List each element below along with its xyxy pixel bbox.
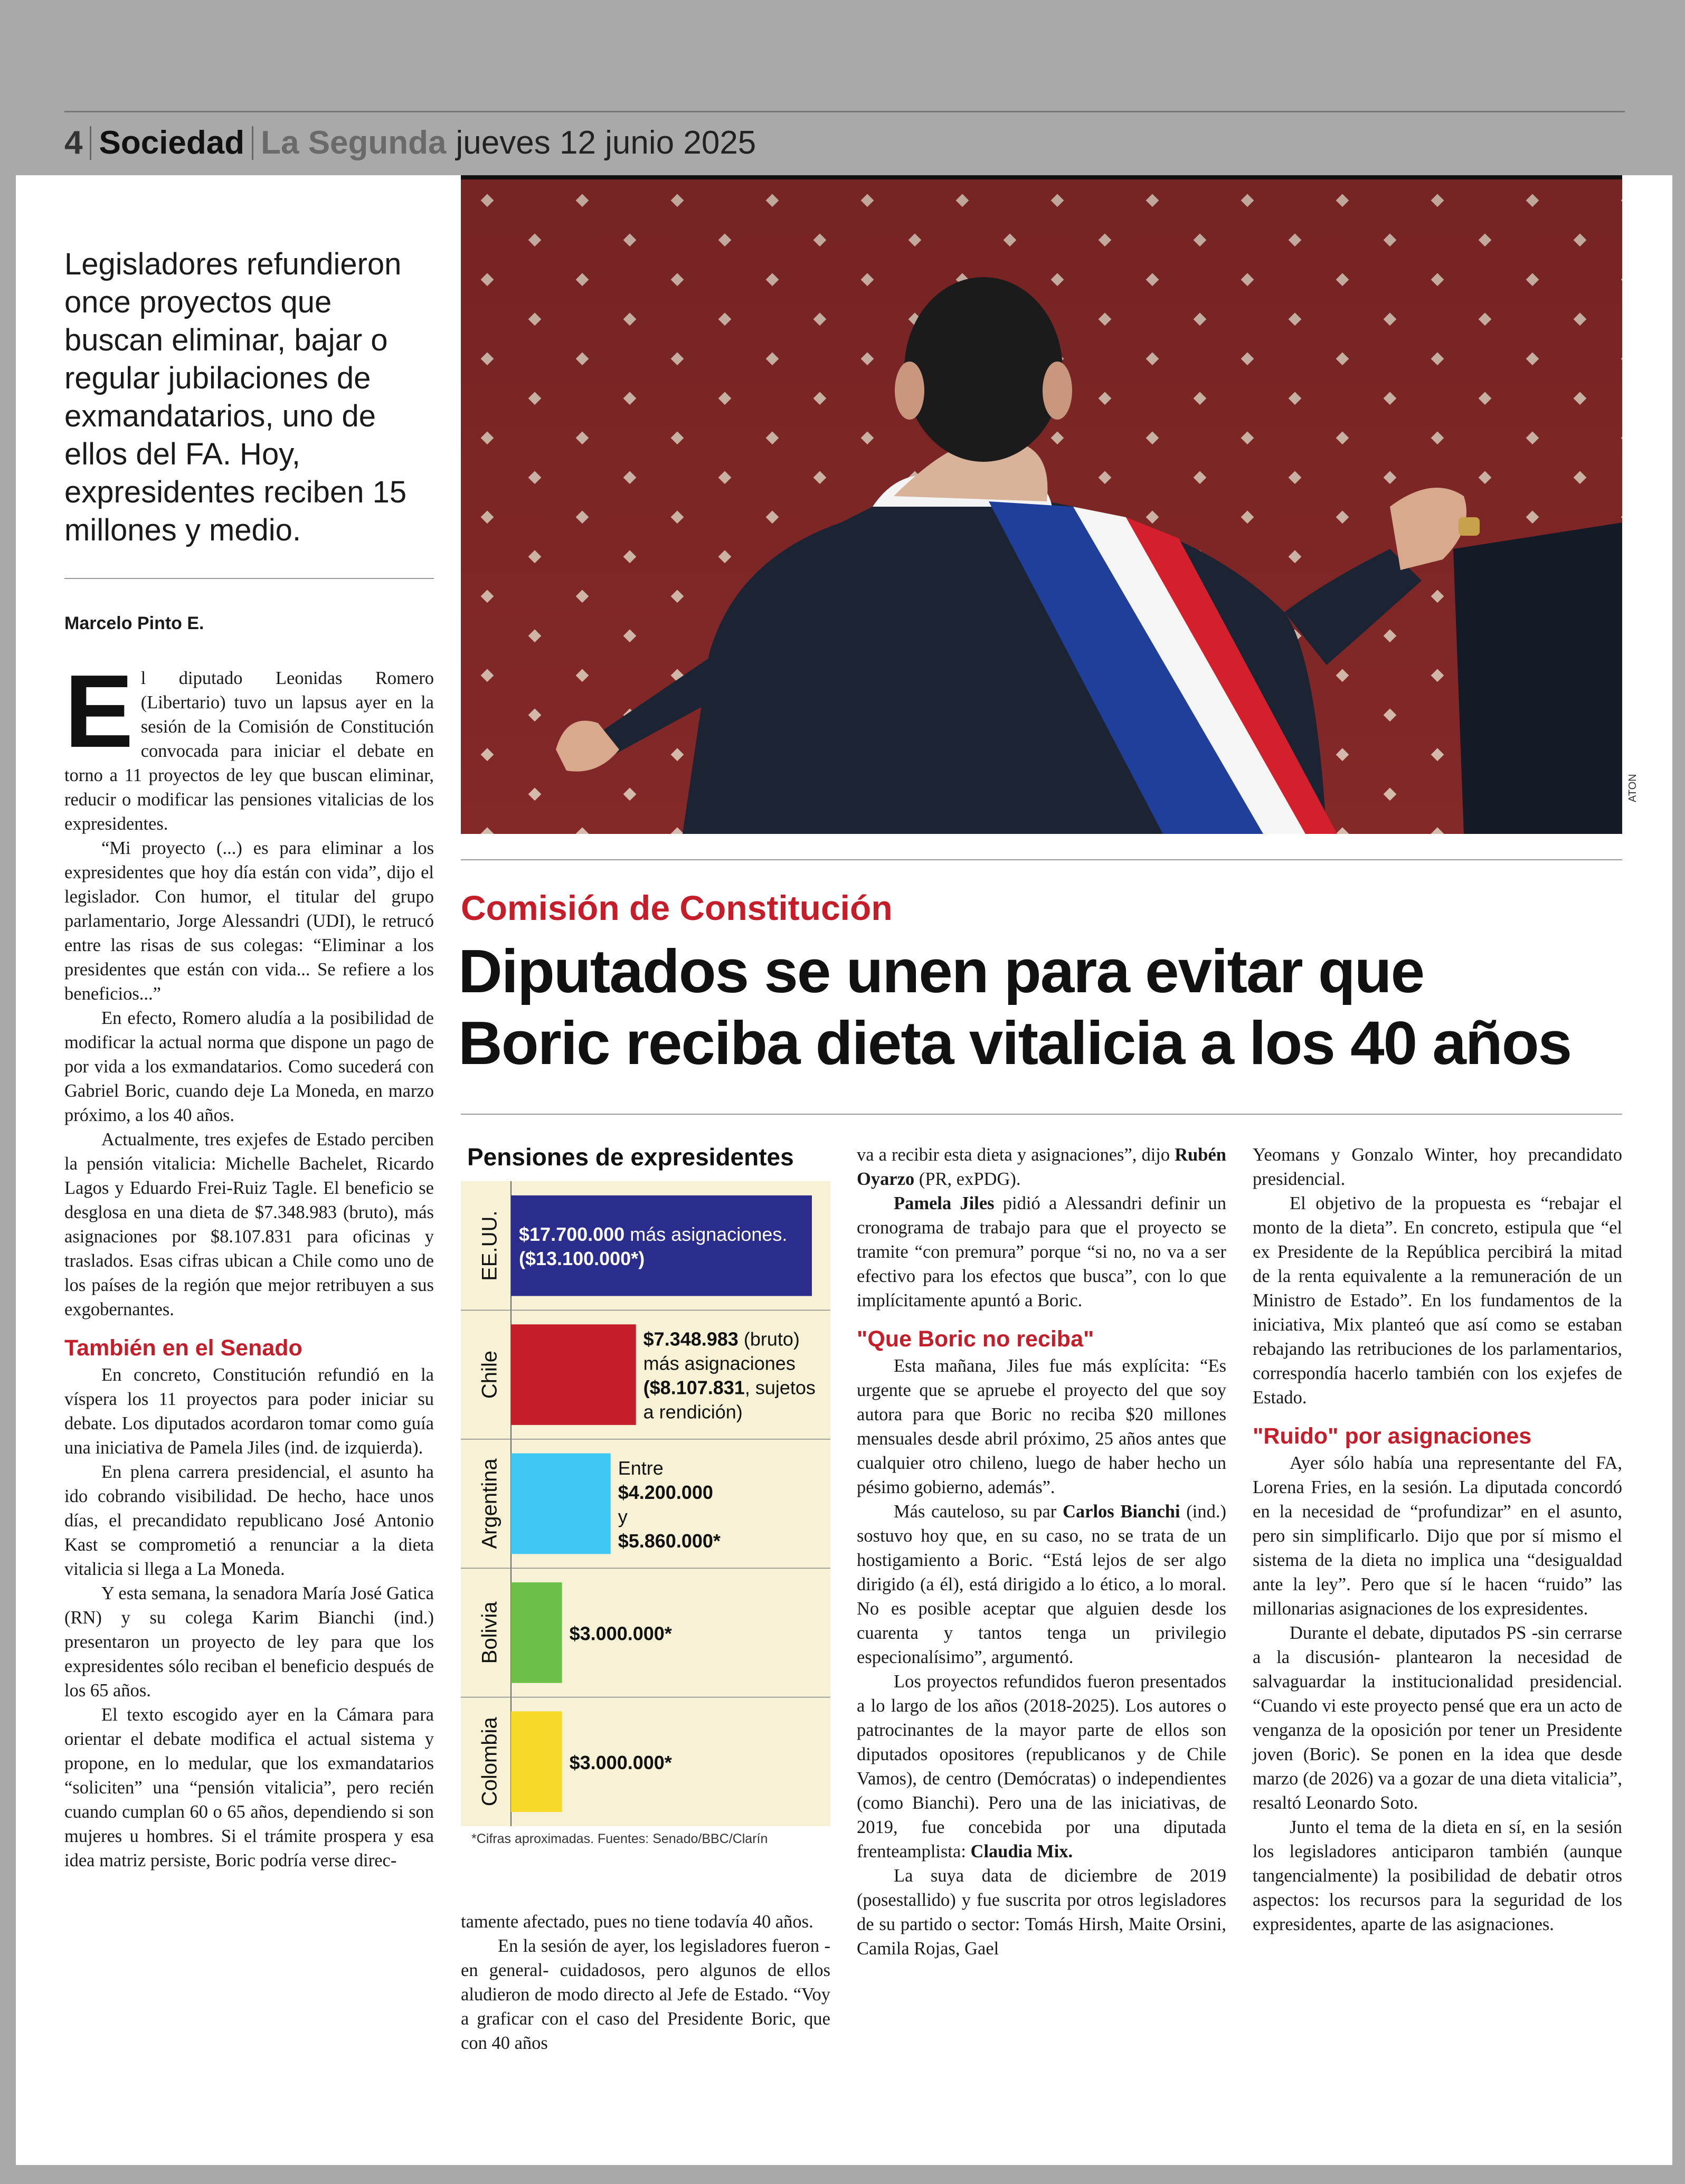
data-label-text: Entre xyxy=(618,1457,669,1479)
paragraph-text: pidió a Alessandri definir un cronograma de trabajo para que el proyecto se tramite “con premura” porque “si no, no va a ser efectivo para los efectos que busca”, con lo que implícitamente apuntó a Boric. xyxy=(857,1193,1227,1311)
article-paragraph xyxy=(857,1669,1226,1864)
data-label-line xyxy=(618,1457,669,1479)
lead-divider xyxy=(64,578,434,579)
data-label-line xyxy=(618,1506,633,1527)
photo-illustration xyxy=(461,179,1622,834)
paragraph-text: Los proyectos refundidos fueron presentados a lo largo de los años (2018-2025). Los autores o patrocinantes de la mayor parte de ellos son diputados opositores (republicanos y de Chile Vamos), de centro (Demócratas) o independientes (como Bianchi). Pero una de las iniciativas, de 2019, fue concebida por una diputada frenteamplista: xyxy=(857,1672,1226,1862)
data-label-value: $17.700.000 xyxy=(519,1223,625,1246)
data-label xyxy=(570,1622,672,1644)
photo-credit: ATON xyxy=(1627,774,1639,802)
article-paragraph: Junto el tema de la dieta en sí, en la sesión los legisladores anticiparon también (aunque tangencialmente) la posibilidad de debatir otros aspectos: los recursos para la seguridad de los expresidentes, aparte de las asignaciones. xyxy=(1253,1817,1622,1934)
data-label-value: $5.860.000* xyxy=(618,1530,721,1552)
headline xyxy=(458,935,1683,1079)
page-number: 4 xyxy=(64,126,91,160)
article-paragraph: Actualmente, tres exjefes de Estado perciben la pensión vitalicia: Michelle Bachelet, Ricardo Lagos y Eduardo Frei-Ruiz Tagle. El beneficio se desglosa en una dieta de $7.348.983 (bruto), más asignaciones por $8.107.831 para oficinas y traslados. Esas cifras ubican a Chile como uno de los países de la región que mejor retribuyen a sus exgobernantes. xyxy=(64,1129,434,1319)
bar-colombia xyxy=(511,1711,562,1812)
data-label-text: más asignaciones. xyxy=(624,1223,788,1246)
kicker: Comisión de Constitución xyxy=(461,888,893,927)
issue-date: jueves 12 junio 2025 xyxy=(456,125,756,161)
data-label-line xyxy=(643,1377,816,1399)
publication-name: La Segunda xyxy=(261,125,447,161)
article-paragraph: En efecto, Romero aludía a la posibilidad de modificar la actual norma que dispone un pago de por vida a los exmandatarios. Como sucederá con Gabriel Boric, cuando deje La Moneda, en marzo próximo, a los 40 años. xyxy=(64,1008,434,1125)
headline-top-rule xyxy=(461,859,1622,860)
data-label-value: $3.000.000* xyxy=(569,1622,672,1645)
article-paragraph: Y esta semana, la senadora María José Gatica (RN) y su colega Karim Bianchi (ind.) presentaron un proyecto de ley para que los expresidentes sólo reciban el beneficio después de los 65 años. xyxy=(64,1583,434,1701)
data-label-text: a rendición) xyxy=(643,1401,743,1423)
article-column-4 xyxy=(1253,1143,1622,1936)
data-label-line xyxy=(618,1530,721,1552)
category-label: EE.UU. xyxy=(478,1210,501,1281)
subheading-senado: También en el Senado xyxy=(64,1335,302,1361)
article-paragraph xyxy=(857,1191,1226,1313)
headline-bottom-rule xyxy=(461,1114,1622,1115)
paragraph-text: (PR, exPDG). xyxy=(914,1169,1021,1189)
data-label-text: y xyxy=(618,1506,633,1527)
headline-line-2: Boric reciba dieta vitalicia a los 40 años xyxy=(458,1009,1572,1077)
data-label-value: $4.200.000 xyxy=(618,1482,713,1503)
name-mix: Claudia Mix. xyxy=(970,1841,1073,1862)
chart-note: *Cifras aproximadas. Fuentes: Senado/BBC/Clarín xyxy=(471,1831,768,1846)
boric-photo xyxy=(461,179,1622,834)
data-label-line xyxy=(519,1223,787,1245)
author-byline: Marcelo Pinto E. xyxy=(64,613,204,633)
subheading-que-boric: "Que Boric no reciba" xyxy=(857,1326,1094,1352)
page-header xyxy=(64,111,1625,173)
bar-eeuu xyxy=(511,1195,812,1296)
bar-bolivia xyxy=(511,1582,562,1683)
article-paragraph: El objetivo de la propuesta es “rebajar el monto de la dieta”. En concreto, estipula que “el ex Presidente de la República percibirá la mitad de la renta equivalente a la remuneración de un Ministro de Estado”. En los fundamentos de la iniciativa, Mix planteó que así como se estaban rebajando las retribuciones de los parlamentarios, correspondía hacerlo también con los exjefes de Estado. xyxy=(1253,1193,1622,1408)
article-paragraph: La suya data de diciembre de 2019 (posestallido) y fue suscrita por otros legisladores de su partido o sector: Tomás Hirsh, Maite Orsini, Camila Rojas, Gael xyxy=(857,1866,1226,1959)
article-paragraph: “Mi proyecto (...) es para eliminar a los expresidentes que hoy día están con vida”, dijo el legislador. Con humor, el titular del grupo parlamentario, Jorge Alessandri (UDI), le retrucó entre las risas de sus colegas: “Eliminar a los presidentes que están con vida... Se refiere a los beneficios...” xyxy=(64,838,434,1004)
data-label-value: ($8.107.831 xyxy=(643,1376,745,1399)
article-paragraph: Esta mañana, Jiles fue más explícita: “Es urgente que se apruebe el proyecto del que soy autora para que Boric no reciba $20 millones mensuales desde abril próximo, 25 años antes que cualquier otro chileno, luego de haber hecho un pésimo gobierno, además”. xyxy=(857,1356,1226,1497)
name-oyarzo: Rubén Oyarzo xyxy=(857,1145,1226,1189)
data-label-text: (bruto) xyxy=(738,1328,800,1350)
article-paragraph: Durante el debate, diputados PS -sin cerrarse a la discusión- plantearon la necesidad de salvaguardar la institucionalidad presidencial. “Cuando vi este proyecto pensé que era un acto de venganza de la oposición por tener un Presidente joven (Boric). Se ponen en la idea que desde marzo (de 2026) va a gozar de una dieta vitalicia”, resaltó Leonardo Soto. xyxy=(1253,1623,1622,1813)
name-jiles: Pamela Jiles xyxy=(894,1193,995,1213)
data-label-line xyxy=(643,1401,743,1423)
data-label-value: $7.348.983 xyxy=(643,1328,739,1350)
article-column-3 xyxy=(857,1143,1226,1961)
category-label: Argentina xyxy=(478,1458,501,1549)
chart-title: Pensiones de expresidentes xyxy=(467,1143,794,1171)
lead-summary: Legisladores refundieron once proyectos que buscan eliminar, bajar o regular jubilaciones de exmandatarios, uno de ellos del FA. Hoy, expresidentes reciben 15 millones y medio. xyxy=(64,247,407,547)
paragraph-text: l diputado Leonidas Romero (Libertario) tuvo un lapsus ayer en la sesión de la Comisión de Constitución convocada para iniciar el debate en torno a 11 proyectos de ley que buscan eliminar, reducir o modificar las pensiones vitalicias de los expresidentes. xyxy=(64,668,434,834)
data-label-text: , sujetos xyxy=(744,1376,816,1399)
headline-line-1: Diputados se unen para evitar que xyxy=(458,937,1424,1005)
drop-cap: E xyxy=(64,653,134,769)
data-label-line xyxy=(643,1353,796,1374)
bar-chile xyxy=(511,1324,636,1425)
photo-top-rule xyxy=(461,175,1622,179)
article-paragraph: En la sesión de ayer, los legisladores fueron -en general- cuidadosos, pero algunos de ellos aludieron de modo directo al Jefe de Estado. “Voy a graficar con el caso del Presidente Boric, que con 40 años xyxy=(461,1936,830,2053)
category-label: Bolivia xyxy=(478,1601,501,1664)
data-label-line xyxy=(618,1482,713,1503)
section-name: Sociedad xyxy=(91,126,253,160)
category-label: Chile xyxy=(478,1351,501,1399)
pension-bar-chart xyxy=(461,1181,830,1826)
article-paragraph xyxy=(64,653,434,836)
data-label-value: ($13.100.000*) xyxy=(519,1248,645,1270)
data-label xyxy=(570,1752,672,1773)
category-label: Colombia xyxy=(478,1717,501,1807)
data-label-line xyxy=(643,1328,800,1350)
article-paragraph: Ayer sólo había una representante del FA, Lorena Fries, en la sesión. La diputada concordó en la necesidad de “profundizar” en el asunto, pero sin simplificarlo. Dijo que por sí mismo el sistema de la dieta no implica una “desigualdad ante la ley”. Pero que sí le hacen “ruido” las millonarias asignaciones de los expresidentes. xyxy=(1253,1453,1622,1619)
article-paragraph xyxy=(857,1499,1226,1669)
article-paragraph: En plena carrera presidencial, el asunto ha ido cobrando visibilidad. De hecho, hace unos días, el precandidato republicano José Antonio Kast se comprometió a renunciar a la dieta vitalicia si llega a La Moneda. xyxy=(64,1462,434,1579)
article-paragraph: El texto escogido ayer en la Cámara para orientar el debate modifica el actual sistema y propone, en lo medular, que los exmandatarios “soliciten” una “pensión vitalicia”, pero recién cuando cumplan 60 o 65 años, dependiendo si son mujeres u hombres. Si el trámite prospera y esa idea matriz persiste, Boric podría verse direc- xyxy=(64,1705,434,1870)
article-paragraph: En concreto, Constitución refundió en la víspera los 11 proyectos para poder iniciar su debate. Los diputados acordaron tomar como guía una iniciativa de Pamela Jiles (ind. de izquierda). xyxy=(64,1365,434,1458)
subheading-ruido: "Ruido" por asignaciones xyxy=(1253,1423,1532,1449)
name-bianchi: Carlos Bianchi xyxy=(1062,1502,1180,1522)
data-label-text: más asignaciones xyxy=(643,1352,796,1374)
data-label-line xyxy=(570,1622,672,1644)
data-label-value: $3.000.000* xyxy=(569,1751,672,1773)
data-label-line xyxy=(570,1752,672,1773)
paragraph-text: Más cauteloso, su par xyxy=(894,1502,1063,1522)
article-paragraph-continued: Yeomans y Gonzalo Winter, hoy precandidato presidencial. xyxy=(1253,1145,1622,1189)
article-paragraph-continued: va a recibir esta dieta y asignaciones”, dijo Rubén Oyarzo (PR, exPDG). xyxy=(857,1145,1226,1189)
article-paragraph-continued: tamente afectado, pues no tiene todavía 40 años. xyxy=(461,1912,813,1932)
data-label-line xyxy=(519,1248,645,1269)
article-column-2 xyxy=(461,1910,830,2055)
bar-argentina xyxy=(511,1454,611,1554)
article-column-1 xyxy=(64,653,434,1873)
paragraph-text: (ind.) sostuvo hoy que, en su caso, no se trata de un hostigamiento a Boric. “Está lejos de ser algo dirigido (a él), está dirigido a lo ético, a lo moral. No es posible aceptar que alguien desde los cuarenta y tantos tenga un privilegio especionalísimo”, argumentó. xyxy=(857,1502,1226,1667)
